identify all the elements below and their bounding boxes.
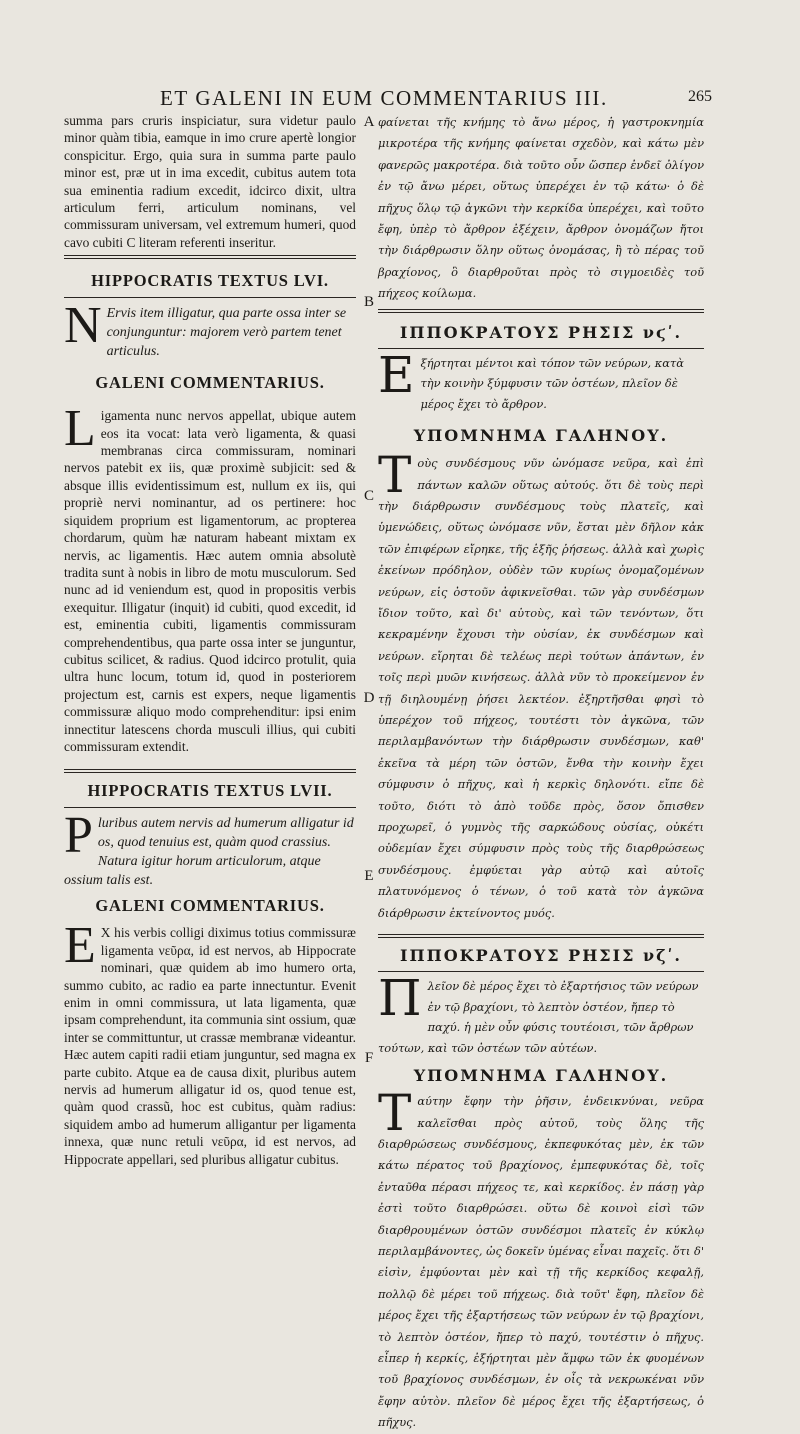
greek-commentary-heading: ΥΠΟΜΝΗΜΑ ΓΑΛΗΝΟΥ. bbox=[413, 1066, 669, 1086]
drop-cap: Τ bbox=[378, 1084, 412, 1143]
drop-cap: Ε bbox=[378, 345, 415, 404]
greek-rhesis-quote bbox=[378, 345, 704, 415]
latin-commentary-text: X his verbis colligi diximus totius commissuræ ligamenta νεῦρα, id est nervos, ab Hippocrate nominari, quæ quidem ab imo humero orta, summo cubito, ac radio ea parte innectuntur. Evenit enim in omni commissura, ut lata ligamenta, quæ ipsam comprehendunt, ita communia sint ossium, quæ inter se committuntur, ut crassæ membranæ videantur. Hæc autem capiti radii etiam junguntur, sed magna ex parte cubito. Atque ea de causa dixit, pluribus autem nervis ad humerum alligatur id os, quod tenue est, quàm quod crassũ, hoc est cubitus, quàm radius: siquidem ambo ad humerum alligantur per ligamenta innexa, quæ nunc retuli νεῦρα, id est nervos, ad Hippocrate appellari, sed pluribus alligatur cubitus. bbox=[64, 925, 356, 1167]
drop-cap: P bbox=[64, 807, 93, 865]
drop-cap: L bbox=[64, 400, 96, 458]
greek-opening-paragraph: φαίνεται τῆς κνήμης τὸ ἄνω μέρος, ἡ γαστροκνημία μικροτέρα τῆς κνήμης φαίνεται σχεδὸν, καὶ κάτω μὲν φανερῶς μακροτέρα. διὰ τοῦτο οὖν ὥσπερ ἐνδεῖ ὀλίγον ἐν τῷ ἄνω μέρει, οὕτως ὑπερέχει ἐν τῷ κάτω· ὁ δὲ πῆχυς ὅλῳ τῷ ἀγκῶνι τὴν κερκίδα ὑπερέχει, καὶ τοῦτο ἔφη, ὑπὲρ τὸ ἄρθρον ἐξέχειν, ἄρθρον ὀνομάζων ἤτοι τὴν διάρθρωσιν ὅλην οὕτως ὀνομάσας, ἢ τὸ πέρας τοῦ βραχίονος, ὃ διαρθροῦται πρὸς τὸ σιγμοειδὲς τοῦ πήχεος κοίλωμα. bbox=[378, 115, 704, 301]
latin-commentary bbox=[64, 400, 356, 755]
heading-rule bbox=[378, 348, 704, 349]
greek-commentary-heading: ΥΠΟΜΝΗΜΑ ΓΑΛΗΝΟΥ. bbox=[413, 426, 669, 446]
margin-letter-a: A bbox=[363, 114, 375, 130]
greek-column bbox=[378, 112, 704, 1430]
margin-letter-d: D bbox=[363, 690, 375, 706]
drop-cap: Τ bbox=[378, 446, 412, 505]
latin-textus-quote-text: luribus autem nervis ad humerum alligatur id os, quod tenuius est, quàm quod crassius. Natura igitur horum articulorum, atque ossium talis est. bbox=[64, 816, 354, 889]
latin-commentary-heading: GALENI COMMENTARIUS. bbox=[95, 373, 325, 393]
greek-rhesis-heading: ΙΠΠΟΚΡΑΤΟΥΣ ΡΗΣΙΣ νζʹ. bbox=[400, 946, 682, 966]
greek-commentary bbox=[378, 1084, 704, 1434]
latin-commentary bbox=[64, 917, 356, 1168]
heading-rule bbox=[64, 297, 356, 298]
latin-textus-quote-text: Ervis item illigatur, qua parte ossa inter se conjunguntur: majorem verò partem tenet articulus. bbox=[106, 306, 347, 360]
drop-cap: N bbox=[64, 297, 102, 355]
latin-textus-heading: HIPPOCRATIS TEXTUS LVII. bbox=[87, 781, 333, 801]
page-header bbox=[0, 82, 800, 112]
drop-cap: Π bbox=[378, 969, 422, 1028]
latin-opening-paragraph: summa pars cruris inspiciatur, sura videtur paulo minor quàm tibia, eamque in imo crure apertè longior conspicitur. Ergo, quia sura in summa parte paulo minor est, præ ut in ima excedit, cubitus autem tota sua eminentia radium excedit, idcirco dixit, ultra articulum ferri, articulum nominans, vel commissuram universam, vel extremum humeri, quod cavo cubiti C literam referenti inseritur. bbox=[64, 113, 356, 250]
latin-textus-heading: HIPPOCRATIS TEXTUS LVI. bbox=[91, 271, 329, 291]
latin-commentary-heading: GALENI COMMENTARIUS. bbox=[95, 896, 325, 916]
margin-letter-b: B bbox=[363, 294, 374, 310]
drop-cap: E bbox=[64, 917, 96, 975]
greek-rhesis-quote bbox=[378, 969, 704, 1058]
latin-textus-quote bbox=[64, 807, 356, 890]
heading-rule bbox=[378, 971, 704, 972]
greek-commentary bbox=[378, 446, 704, 924]
running-head: ET GALENI IN EUM COMMENTARIUS III. bbox=[160, 86, 608, 110]
margin-letter-e: E bbox=[364, 868, 374, 884]
greek-rhesis-heading: ΙΠΠΟΚΡΑΤΟΥΣ ΡΗΣΙΣ νϛʹ. bbox=[399, 322, 683, 342]
latin-textus-quote bbox=[64, 297, 356, 361]
heading-rule bbox=[64, 807, 356, 808]
latin-column bbox=[64, 112, 356, 1253]
greek-commentary-text: αύτην ἔφην τὴν ῥῆσιν, ἐνδεικνύναι, νεῦρα καλεῖσθαι πρὸς αὐτοῦ, τοὺς ὅλης τῆς διαρθρώσεως συνδέσμους, ἐκπεφυκότας μὲν, ἐκ τῶν κάτω πέρατος τοῦ βραχίονος, ἐμπεφυκότας δὲ, τοῖς ἐνταῦθα πέρασι πήχεος τε, καὶ κερκίδος. ἐν πάσῃ γὰρ ἐστὶ τοῦτο διαρθρώσει. οὕτω δὲ κοινοὶ εἰσὶ τῶν διαρθρουμένων ὀστῶν συνδέσμοι πλατεῖς ἐν κύκλῳ περιλαμβάνοντες, ὡς δοκεῖν ὑμένας εἶναι παχεῖς. ὅτι δ' εἰσὶν, ἐμφύονται μὲν καὶ τῇ τῆς κερκίδος κεφαλῇ, πολλῷ δὲ μέρει τοῦ πήχεως. διὰ τοῦτ' ἔφη, πλεῖον δὲ μέρος ἔχει τῆς ἐξαρτήσεως τῶν νεύρων ἐν τῷ βραχίονι, τὸ λεπτὸν ὀστέον, ἤπερ τὸ παχύ, τουτέστιν ὁ πῆχυς. εἶπερ ἡ κερκίς, ἐξήρτηται μὲν ἄμφω τῶν ἐκ φυομένων τοῦ βραχίονος συνδέσμων, ἐν οἷς τὰ νεκρωκέναι νῦν ἔφην αὐτὸν. πλεῖον δὲ μέρος ἔχει τῆς ἐξαρτήσεως, ὁ πῆχυς. bbox=[378, 1094, 704, 1430]
latin-commentary-text: igamenta nunc nervos appellat, ubique autem eos ita vocat: lata verò ligamenta, & quasi membranas circa commissuram, nominari nervos patebit ex iis, quæ proximè subjicit: sed & absque illis evidentissimum est, nullum ex iis, qui propriè nervi nominantur, ad os pertinere: hoc siquidem proprium est ligamentorum, ac propterea chordarum, quùm hæ naturam habeant mixtam ex nervis, ac ligamentis. Hæc autem omnia absolutè tradita sunt à nobis in libro de motu musculorum. Sed nunc ad id veniendum est, quod in propositis verbis exequitur. Illigatur (inquit) id cubiti, quod excedit, id est, eminentia cubiti, ligamentis commissuram comprehendentibus, qua parte ossa inter se junguntur, cubitus scilicet, & radius. Quod idcirco protulit, quia ultra hunc locum, totum id, quod in posteriorem projectum est, carnis est expers, neque ligamentis commissuræ aliquo modo comprehenditur: ipsi enim innectitur latescens chorda musculi illius, qui cubiti commissuram extendit. bbox=[64, 408, 356, 754]
greek-rhesis-quote-text: ξήρτηται μέντοι καὶ τόπον τῶν νεύρων, κατὰ τὴν κοινὴν ξύμφυσιν τῶν ὀστέων, πλεῖον δὲ μέρος ἔχει τὸ ἄρθρον. bbox=[420, 355, 684, 411]
greek-rhesis-quote-text: λεῖον δὲ μέρος ἔχει τὸ ἐξαρτήσιος τῶν νεύρων ἐν τῷ βραχίονι, τὸ λεπτὸν ὀστέον, ἤπερ τὸ παχύ. ἡ μὲν οὖν φύσις τουτέοισι, τῶν ἄρθρων τούτων, καὶ τῶν ὀστέων τῶν αὐτέων. bbox=[378, 979, 699, 1055]
margin-letter-c: C bbox=[363, 488, 374, 504]
greek-commentary-text: οὺς συνδέσμους νῦν ὠνόμασε νεῦρα, καὶ ἐπὶ πάντων καλῶν οὕτως αὐτούς. ὅτι δὲ τοὺς περὶ τὴν διάρθρωσιν συνδέσμους τοὺς πλατεῖς, καὶ ὑμενώδεις, οὕτως ὠνόμασε νῦν, ἔσται μὲν δῆλον κἀκ τῶν ἐπιφέρων εἴρηκε, τῆς ἑξῆς ῥήσεως. ἀλλὰ καὶ χωρὶς ἐκείνων πρόδηλον, οὐδὲν τῶν κυρίως ὀνομαζομένων νεύρων, εἰς ὀστοῦν ἀφικνεῖσθαι. τῶν γὰρ συνδέσμων ἴδιον τοῦτο, καὶ δι' αὐτοὺς, καὶ τῶν τενόντων, ὅτι κεκραμένην ἔχουσι τὴν οὐσίαν, ἐκ συνδέσμων καὶ νεύρων. εἴρηται δὲ τελέως περὶ τούτων ἁπάντων, ἐν τοῖς περὶ μυῶν κινήσεως. ἀλλὰ νῦν τὸ προκείμενον ἐν τῇ διηλουμένῃ ῥήσει λεκτέον. ἐξηρτῆσθαι φησὶ τὸ ὑπερέχον τοῦ πήχεος, τουτέστι τὸν ἀγκῶνα, τῶν περιλαμβανόντων τὴν διάρθρωσιν συνδέσμων, καθ' ἐκεῖνα τὰ μέρη τῶν ὀστῶν, ἔνθα τὴν κοινὴν ἔχει σύμφυσιν ὁ πῆχυς, καὶ ἡ κερκὶς δηλονότι. εἴπε δὲ τοῦτο, διότι τὸ ἀπὸ τοῦδε πρὸς, ὅσον ὄπισθεν προχωρεῖ, ὁ γυμνὸς τῆς σαρκώδους οὐσίας, οὐκέτι οὐδεμίαν ἔχει σύμφυσιν πρὸς τοὺς τῆς διαρθρώσεως συνδέσμους. ἐμφύεται γὰρ αὐτῷ καὶ αὐτοῖς πλατυνόμενος ὁ τένων, ὁ τοῦ κατὰ τὸν ἀγκῶνα διάρθρωσιν ἐκτείνοντος μυός. bbox=[378, 456, 704, 920]
margin-letter-f: F bbox=[364, 1050, 374, 1066]
page-number: 265 bbox=[688, 88, 712, 105]
